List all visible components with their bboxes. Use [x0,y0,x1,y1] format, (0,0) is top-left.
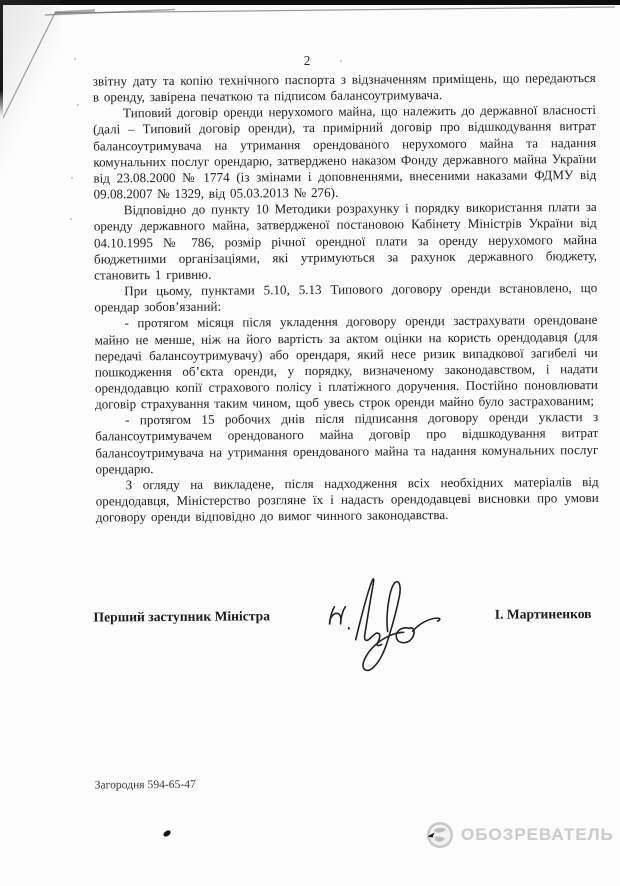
watermark-text: ОБОЗРЕВАТЕЛЬ [461,825,614,844]
dust-speck [71,177,73,179]
paragraph: При цьому, пунктами 5.10, 5.13 Типового договору оренди встановлено, що орендар зобов’язаний: [94,280,598,315]
paragraph: З огляду на викладене, після надходження всіх необхідних матеріалів від орендодавця, Міністерство розгляне їх і надасть орендодавцеві висновки про умови договору оренди відповідно до вимог чинного законодавства. [95,473,599,525]
paragraph: Відповідно до пункту 10 Методики розрахунку і порядку використання плати за оренду державного майна, затвердженої постановою Кабінету Міністрів України від 04.10.1995 № 786, розмір річної орендної плати за оренду нерухомого майна бюджетними організаціями, які утримуються за рахунок державного бюджету, становить 1 гривню. [93,199,598,283]
executor-phone: Загородня 594-65-47 [94,777,196,792]
signatory-name: І. Мартиненков [494,606,592,622]
paragraph: - протягом 15 робочих днів після підписання договору оренди укласти з балансоутримувачем орендованого майна договір про відшкодування витрат балансоутримувача на утримання орендованого майна та надання комунальних послуг орендарю. [95,409,599,477]
globe-icon [426,821,454,849]
dust-speck [70,218,72,220]
obozrevatel-watermark [426,820,614,850]
page-number: 2 [303,52,312,69]
dust-speck [340,60,342,62]
paragraph: звітну дату та копію технічного паспорта з відзначенням приміщень, що передаються в оренду, завірена печаткою та підписом балансоутримувача. [92,69,596,105]
handwritten-signature-icon [319,573,446,678]
signatory-title: Перший заступник Міністра [93,608,271,625]
paragraph: - протягом місяця після укладення договору оренди застрахувати орендоване майно не менше, ніж на його вартість за актом оцінки на користь орендодавця (для передачі балансоутримувачу) або орендаря, який несе ризик випадкової загибелі чи пошкодження об’єкта оренди, у порядку, визначеному законодавством, і надати орендодавцю копії страхового полісу і платіжного доручення. Постійно поновлювати договір страхування таким чином, щоб увесь строк оренди майно було застрахованим; [94,312,598,412]
dust-speck [74,58,76,60]
document-body [93,70,599,526]
dust-speck [77,104,79,106]
paragraph: Типовий договір оренди нерухомого майна, що належить до державної власності (далі – Типовий договір оренди), та примірний договір про відшкодування витрат балансоутримувача на утримання орендованого нерухомого майна та надання комунальних послуг орендарю, затверджено наказом Фонду державного майна України від 23.08.2000 № 1774 (із змінами і доповненнями, внесеними наказами ФДМУ від 09.08.2007 № 1329, від 05.03.2013 № 276). [93,102,597,202]
signature-block [93,604,594,702]
